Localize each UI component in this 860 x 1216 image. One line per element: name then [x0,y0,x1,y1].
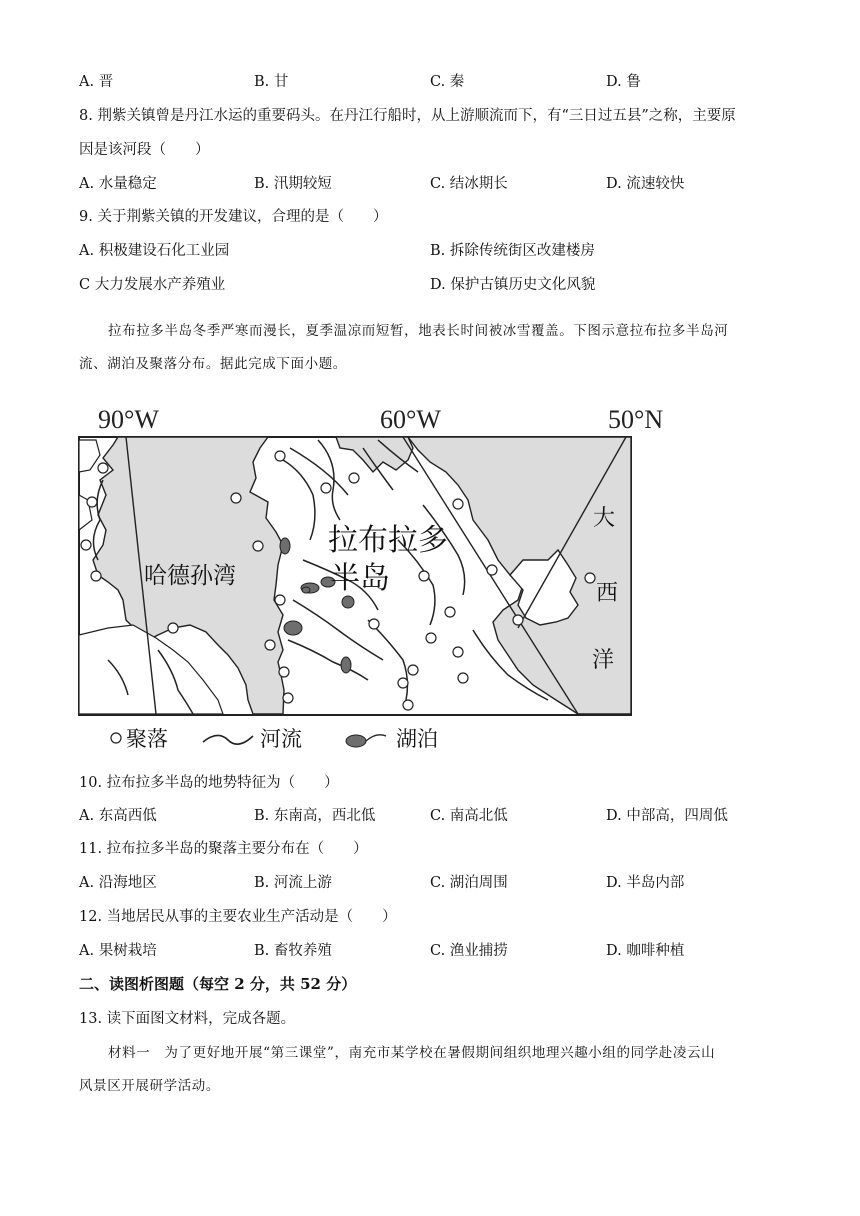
q9-option-a: A. 积极建设石化工业园 [79,243,230,259]
legend-settlement-label: 聚落 [126,727,168,751]
q8-option-d: D. 流速较快 [606,176,685,192]
legend-river-label: 河流 [260,727,302,751]
q8-option-a: A. 水量稳定 [79,176,157,192]
q12-option-d: D. 咖啡种植 [606,943,685,959]
intro-line2: 流、湖泊及聚落分布。据此完成下面小题。 [79,356,347,372]
q10-option-a: A. 东高西低 [79,808,157,824]
legend-lake-label: 湖泊 [396,727,438,751]
q7-option-d: D. 鲁 [606,74,641,90]
q7-option-a: A. 晋 [79,74,114,90]
q13-stem: 13. 读下面图文材料，完成各题。 [79,1011,296,1027]
ocean-char-1: 大 [593,506,616,531]
q9-option-d: D. 保护古镇历史文化风貌 [430,277,596,293]
ocean-char-2: 西 [596,581,619,606]
section2-title: 二、读图析图题（每空 2 分，共 52 分） [79,975,357,993]
q11-option-b: B. 河流上游 [254,875,332,891]
q10-option-c: C. 南高北低 [430,808,508,824]
q11-option-c: C. 湖泊周围 [430,875,508,891]
q10-option-d: D. 中部高，四周低 [606,808,728,824]
legend-river-icon [203,735,253,744]
q7-option-c: C. 秦 [430,74,465,90]
lon-60w-label: 60°W [380,405,441,434]
labrador-map [78,400,678,760]
q11-option-d: D. 半岛内部 [606,875,685,891]
q12-option-b: B. 畜牧养殖 [254,943,332,959]
q9-option-b: B. 拆除传统街区改建楼房 [430,243,595,259]
q13-material1-line1: 材料一 为了更好地开展“第三课堂”，南充市某学校在暑假期间组织地理兴趣小组的同学赴凌云山 [108,1045,716,1061]
q12-stem: 12. 当地居民从事的主要农业生产活动是（ ） [79,909,397,925]
q10-option-b: B. 东南高，西北低 [254,808,376,824]
legend-settlement-icon [111,733,121,743]
q10-stem: 10. 拉布拉多半岛的地势特征为（ ） [79,775,339,791]
ocean-char-3: 洋 [592,648,615,673]
q13-material1-line2: 风景区开展研学活动。 [79,1078,220,1094]
q12-option-a: A. 果树栽培 [79,943,157,959]
q8-stem-line2: 因是该河段（ ） [79,142,210,158]
peninsula-label-line1: 拉布拉多 [328,523,448,558]
q11-stem: 11. 拉布拉多半岛的聚落主要分布在（ ） [79,841,368,857]
lon-90w-label: 90°W [98,405,159,434]
q7-option-b: B. 甘 [254,74,289,90]
q8-stem-line1: 8. 荆紫关镇曾是丹江水运的重要码头。在丹江行船时，从上游顺流而下，有“三日过五县”之称，主要原 [79,108,736,124]
q9-option-c: C 大力发展水产养殖业 [79,277,226,293]
legend-lake-tail [366,735,386,741]
intro-line1: 拉布拉多半岛冬季严寒而漫长，夏季温凉而短暂，地表长时间被冰雪覆盖。下图示意拉布拉多半岛河 [108,323,729,339]
q12-option-c: C. 渔业捕捞 [430,943,508,959]
q8-option-c: C. 结冰期长 [430,176,508,192]
lat-50n-label: 50°N [608,405,664,434]
hudson-bay-label: 哈德孙湾 [144,563,236,589]
q8-option-b: B. 汛期较短 [254,176,332,192]
q11-option-a: A. 沿海地区 [79,875,157,891]
q9-stem: 9. 关于荆紫关镇的开发建议，合理的是（ ） [79,209,388,225]
peninsula-label-line2: 半岛 [330,561,390,596]
legend-lake-icon [346,735,366,747]
